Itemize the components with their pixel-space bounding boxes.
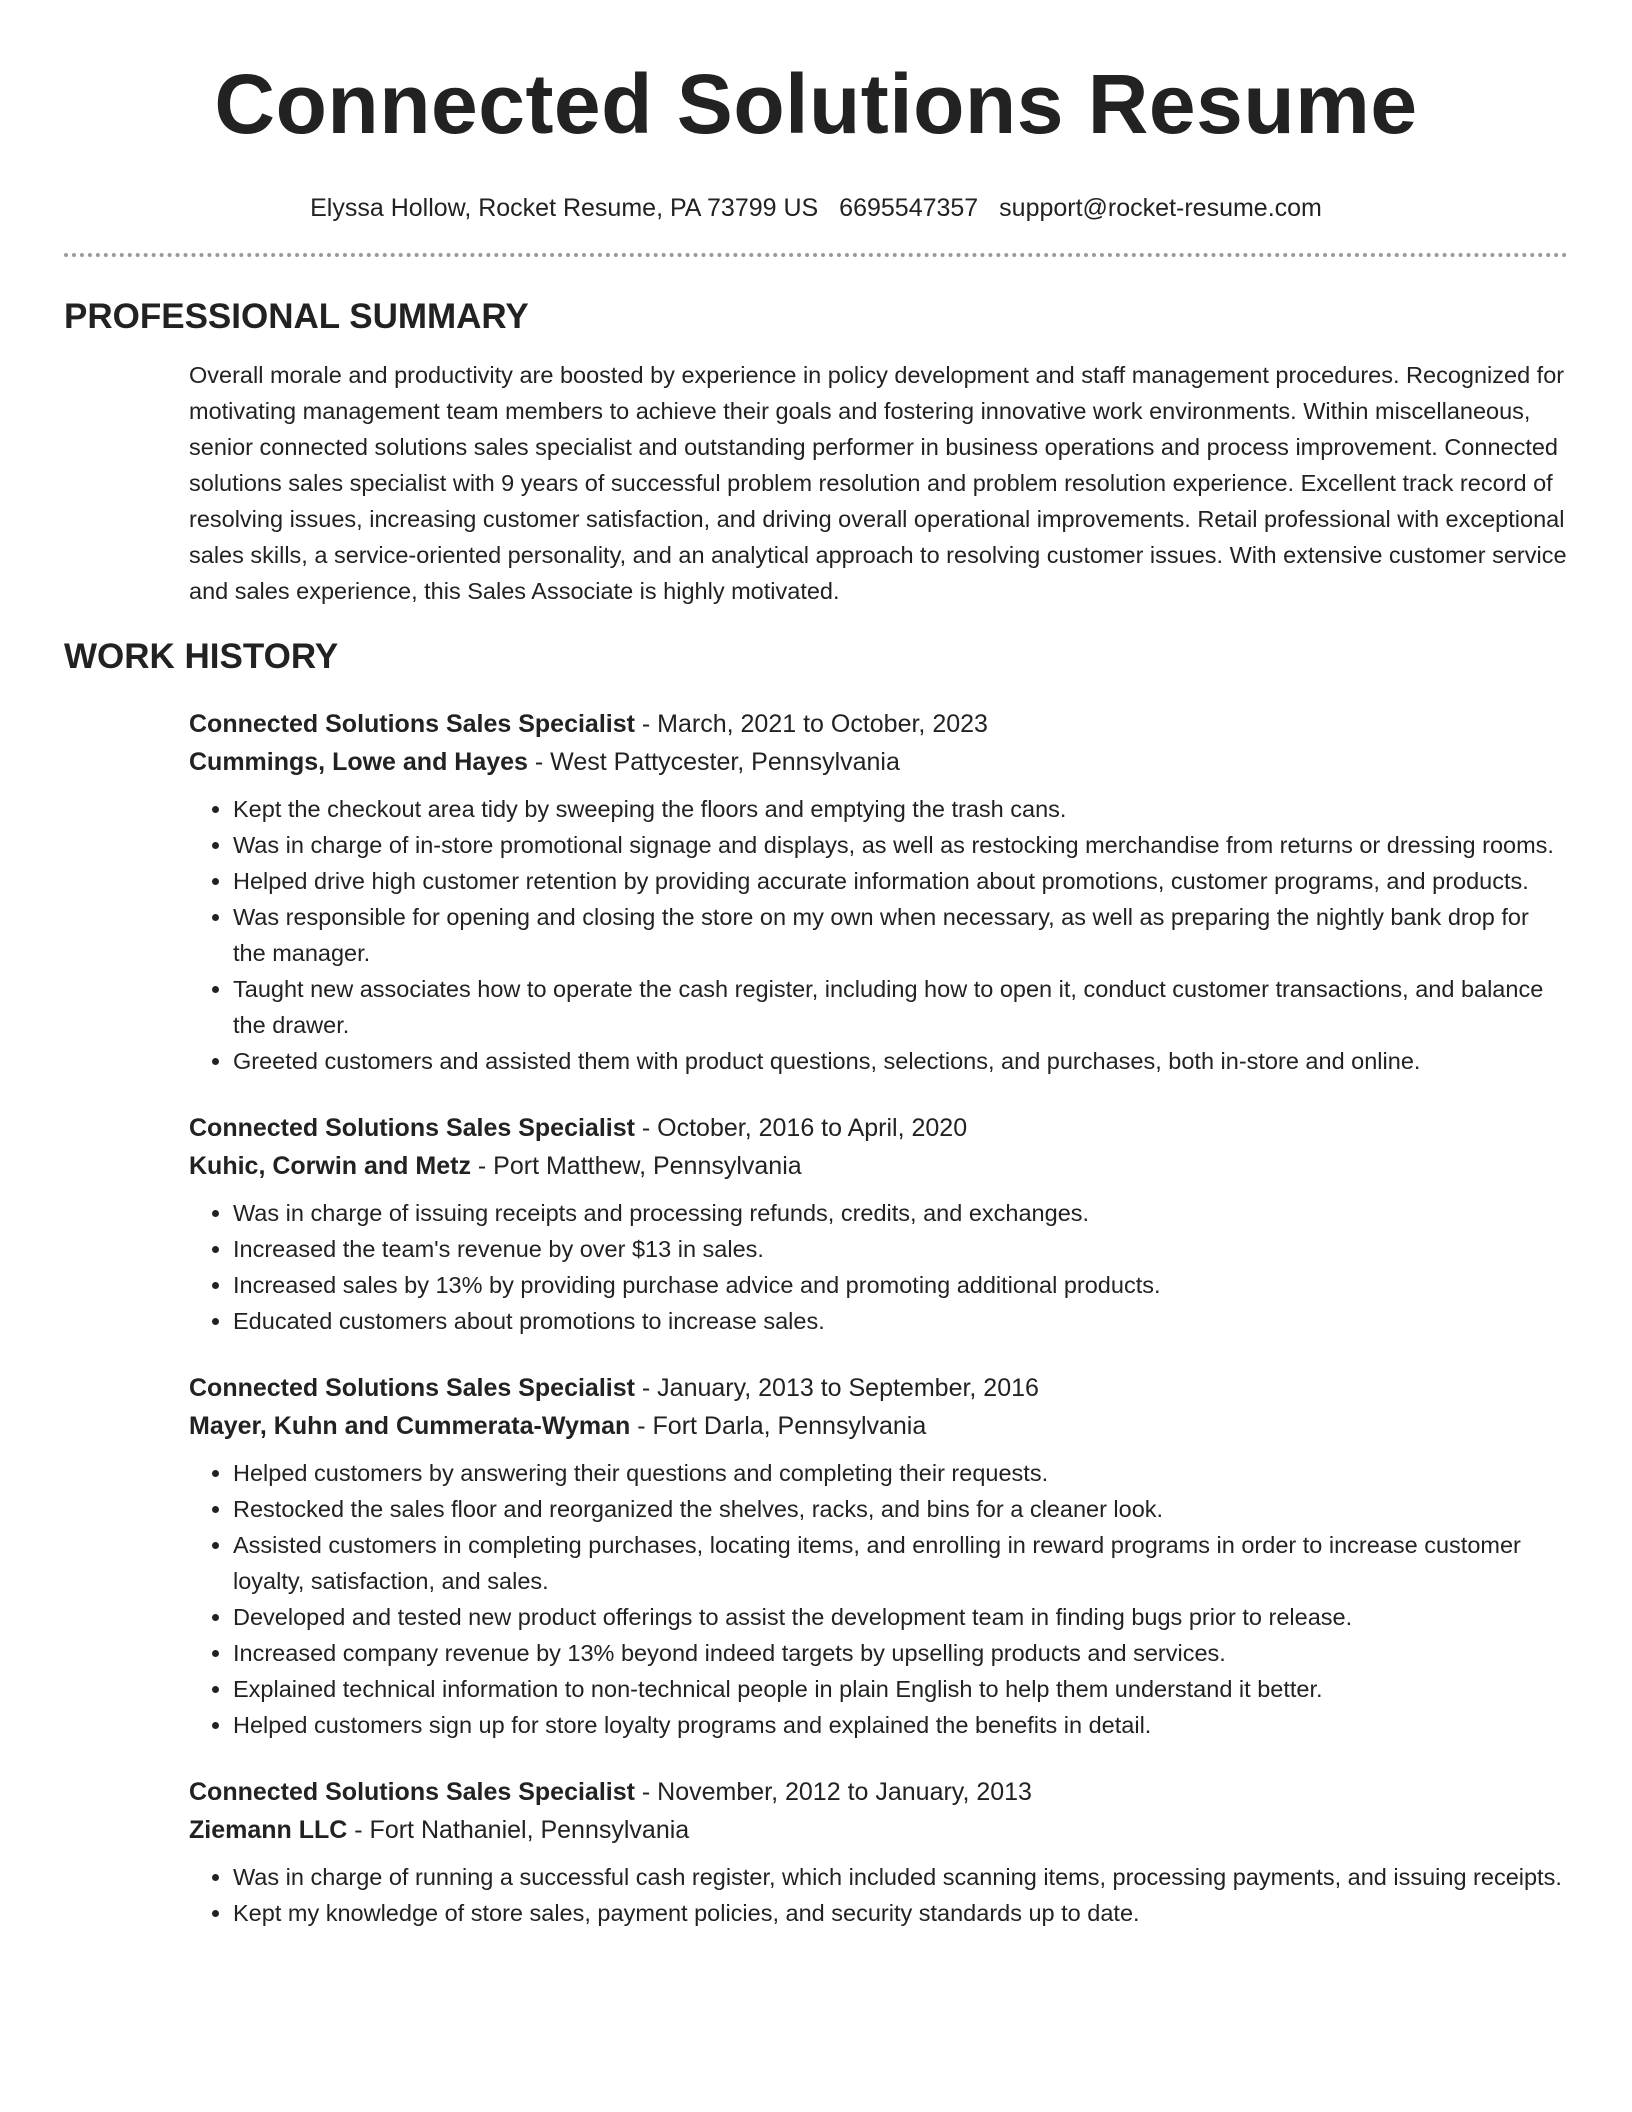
job-title-line [189, 1109, 1568, 1147]
job-bullet: • Increased the team's revenue by over $13 in sales. [233, 1231, 1568, 1267]
job-location: - Port Matthew, Pennsylvania [470, 1152, 802, 1180]
job-bullet: • Explained technical information to non-technical people in plain English to help them understand it better. [233, 1671, 1568, 1707]
job-bullet: • Was in charge of in-store promotional signage and displays, as well as restocking merchandise from returns or dressing rooms. [233, 827, 1568, 863]
job-bullets [189, 1859, 1568, 1931]
job-company: Cummings, Lowe and Hayes [189, 748, 528, 776]
job-company: Kuhic, Corwin and Metz [189, 1152, 471, 1180]
job-title-line [189, 1773, 1568, 1811]
job-bullet: • Was responsible for opening and closing the store on my own when necessary, as well as preparing the nightly bank drop for the manager. [233, 899, 1568, 971]
job-bullet: • Taught new associates how to operate the cash register, including how to open it, conduct customer transactions, and balance the drawer. [233, 971, 1568, 1043]
job-entry [189, 1109, 1568, 1339]
job-title: Connected Solutions Sales Specialist [189, 1374, 635, 1402]
job-bullets [189, 1455, 1568, 1743]
job-entry [189, 1773, 1568, 1931]
job-company-line [189, 1407, 1568, 1445]
contact-address: Elyssa Hollow, Rocket Resume, PA 73799 US [310, 194, 819, 222]
job-bullet: • Increased sales by 13% by providing purchase advice and promoting additional products. [233, 1267, 1568, 1303]
job-location: - West Pattycester, Pennsylvania [527, 748, 900, 776]
contact-line [0, 194, 1632, 223]
job-bullet: • Was in charge of issuing receipts and processing refunds, credits, and exchanges. [233, 1195, 1568, 1231]
job-title: Connected Solutions Sales Specialist [189, 1114, 635, 1142]
job-bullet: • Helped customers by answering their questions and completing their requests. [233, 1455, 1568, 1491]
job-dates: - March, 2021 to October, 2023 [634, 710, 988, 738]
job-bullet: • Helped customers sign up for store loyalty programs and explained the benefits in detail. [233, 1707, 1568, 1743]
job-title-line [189, 1369, 1568, 1407]
work-history-list [0, 705, 1632, 1931]
job-bullet: • Educated customers about promotions to increase sales. [233, 1303, 1568, 1339]
summary-heading: PROFESSIONAL SUMMARY [64, 297, 529, 336]
job-location: - Fort Darla, Pennsylvania [630, 1412, 927, 1440]
resume-header [0, 0, 1632, 223]
job-entry [189, 705, 1568, 1079]
job-entry [189, 1369, 1568, 1743]
job-bullet: • Helped drive high customer retention by providing accurate information about promotions, customer programs, and products. [233, 863, 1568, 899]
job-location: - Fort Nathaniel, Pennsylvania [347, 1816, 690, 1844]
job-bullet: • Greeted customers and assisted them with product questions, selections, and purchases, both in-store and online. [233, 1043, 1568, 1079]
job-dates: - January, 2013 to September, 2016 [634, 1374, 1039, 1402]
job-title-line [189, 705, 1568, 743]
job-bullets [189, 1195, 1568, 1339]
work-history-heading: WORK HISTORY [64, 637, 339, 676]
job-company-line [189, 1811, 1568, 1849]
job-company: Mayer, Kuhn and Cummerata-Wyman [189, 1412, 631, 1440]
job-bullet: • Restocked the sales floor and reorganized the shelves, racks, and bins for a cleaner look. [233, 1491, 1568, 1527]
job-title: Connected Solutions Sales Specialist [189, 710, 635, 738]
job-bullet: • Developed and tested new product offerings to assist the development team in finding bugs prior to release. [233, 1599, 1568, 1635]
job-bullets [189, 791, 1568, 1079]
job-dates: - November, 2012 to January, 2013 [634, 1778, 1032, 1806]
job-dates: - October, 2016 to April, 2020 [634, 1114, 968, 1142]
job-company: Ziemann LLC [189, 1816, 348, 1844]
job-title: Connected Solutions Sales Specialist [189, 1778, 635, 1806]
job-company-line [189, 1147, 1568, 1185]
job-company-line [189, 743, 1568, 781]
job-bullet: • Kept the checkout area tidy by sweeping the floors and emptying the trash cans. [233, 791, 1568, 827]
job-bullet: • Was in charge of running a successful cash register, which included scanning items, processing payments, and issuing receipts. [233, 1859, 1568, 1895]
job-bullet: • Increased company revenue by 13% beyond indeed targets by upselling products and services. [233, 1635, 1568, 1671]
summary-text: Overall morale and productivity are boosted by experience in policy development and staff management procedures. Recognized for motivating management team members to achieve their goals and fostering innovative work environments. Within miscellaneous, senior connected solutions sales specialist and outstanding performer in business operations and process improvement. Connected solutions sales specialist with 9 years of successful problem resolution and problem resolution experience. Excellent track record of resolving issues, increasing customer satisfaction, and driving overall operational improvements. Retail professional with exceptional sales skills, a service-oriented personality, and an analytical approach to resolving customer issues. With extensive customer service and sales experience, this Sales Associate is highly motivated. [189, 362, 1567, 604]
header-divider [64, 253, 1568, 257]
job-bullet: • Assisted customers in completing purchases, locating items, and enrolling in reward programs in order to increase customer loyalty, satisfaction, and sales. [233, 1527, 1568, 1599]
resume-title: Connected Solutions Resume [214, 57, 1418, 151]
contact-email: support@rocket-resume.com [999, 194, 1322, 222]
contact-phone: 6695547357 [839, 194, 979, 222]
job-bullet: • Kept my knowledge of store sales, payment policies, and security standards up to date. [233, 1895, 1568, 1931]
